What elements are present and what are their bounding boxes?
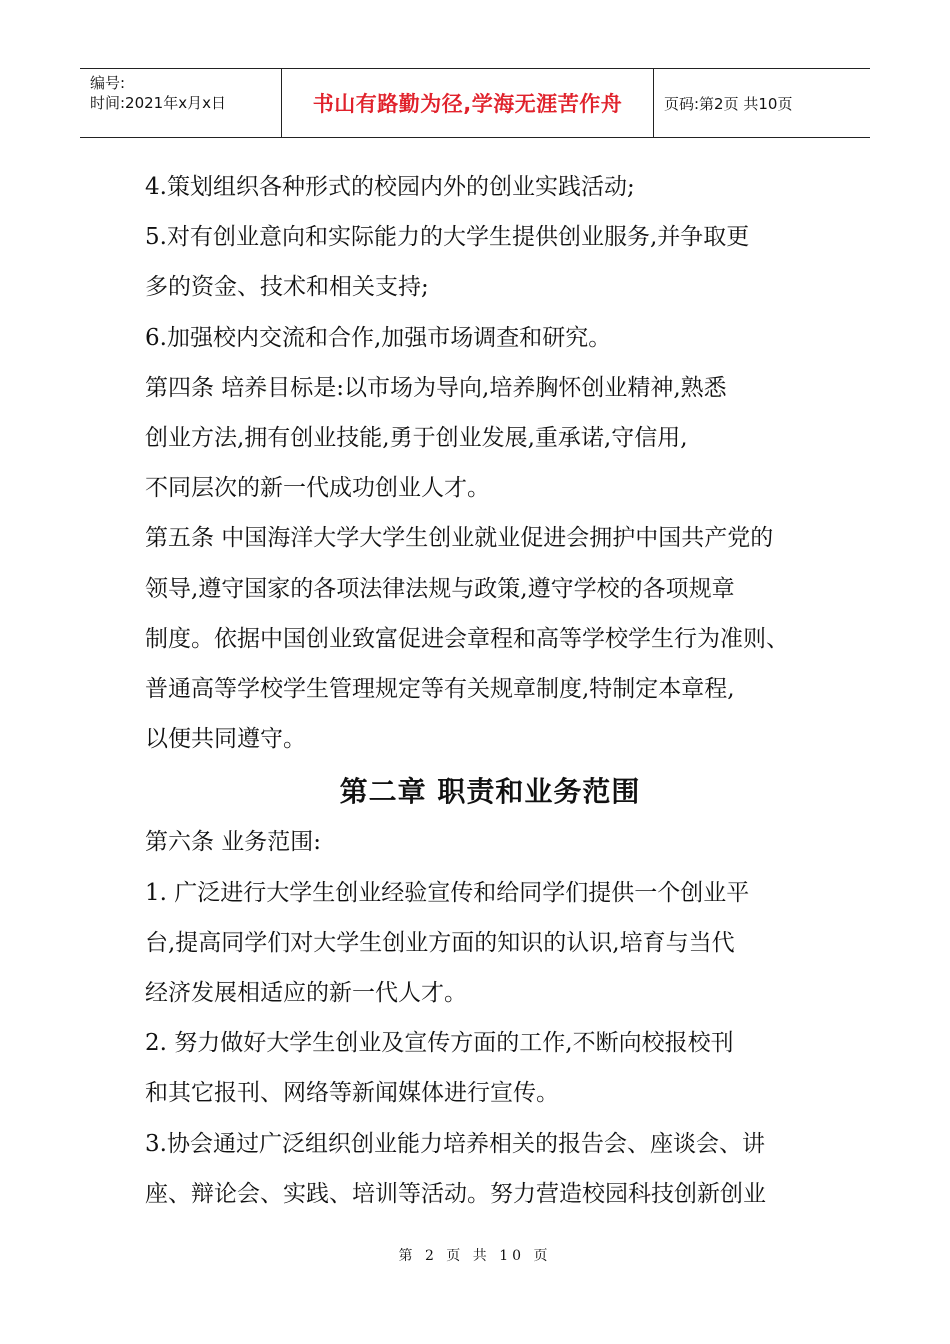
body-line: 以便共同遵守。 <box>145 726 306 753</box>
body-line: 第四条 培养目标是:以市场为导向,培养胸怀创业精神,熟悉 <box>145 374 727 401</box>
body-line: 4.策划组织各种形式的校园内外的创业实践活动; <box>145 174 635 200</box>
body-line: 领导,遵守国家的各项法律法规与政策,遵守学校的各项规章 <box>145 575 735 602</box>
header-meta <box>80 69 281 137</box>
body-line: 座、辩论会、实践、培训等活动。努力营造校园科技创新创业 <box>145 1180 766 1207</box>
body-line: 台,提高同学们对大学生创业方面的知识的认识,培育与当代 <box>145 929 735 956</box>
body-line: 第六条 业务范围: <box>145 829 322 856</box>
body-line: 不同层次的新一代成功创业人才。 <box>145 475 490 502</box>
body-line: 制度。依据中国创业致富促进会章程和高等学校学生行为准则、 <box>145 625 789 652</box>
body-line: 经济发展相适应的新一代人才。 <box>145 980 467 1007</box>
time-label: 时间:2021年x月x日 <box>90 94 226 112</box>
header-motto-cell <box>281 69 654 137</box>
body-line: 第五条 中国海洋大学大学生创业就业促进会拥护中国共产党的 <box>145 525 774 552</box>
body-line: 多的资金、技术和相关支持; <box>145 274 429 301</box>
body-line: 2. 努力做好大学生创业及宣传方面的工作,不断向校报校刊 <box>145 1030 734 1057</box>
page-info-text: 页码:第2页 共10页 <box>664 94 793 113</box>
page-footer: 第 2 页 共 10 页 <box>398 1248 552 1264</box>
body-line: 普通高等学校学生管理规定等有关规章制度,特制定本章程, <box>145 676 735 703</box>
body-line: 创业方法,拥有创业技能,勇于创业发展,重承诺,守信用, <box>145 425 688 452</box>
header-page-info-cell <box>654 69 870 137</box>
document-header <box>80 68 870 138</box>
body-line: 5.对有创业意向和实际能力的大学生提供创业服务,并争取更 <box>145 224 750 251</box>
body-line: 1. 广泛进行大学生创业经验宣传和给同学们提供一个创业平 <box>145 879 750 906</box>
motto-text: 书山有路勤为径,学海无涯苦作舟 <box>312 92 623 116</box>
chapter-heading: 第二章 职责和业务范围 <box>339 775 641 809</box>
body-line: 3.协会通过广泛组织创业能力培养相关的报告会、座谈会、讲 <box>145 1130 765 1157</box>
body-line: 6.加强校内交流和合作,加强市场调查和研究。 <box>145 324 612 351</box>
body-line: 和其它报刊、网络等新闻媒体进行宣传。 <box>145 1080 559 1107</box>
document-body <box>145 162 825 1219</box>
number-label: 编号: <box>90 74 126 92</box>
